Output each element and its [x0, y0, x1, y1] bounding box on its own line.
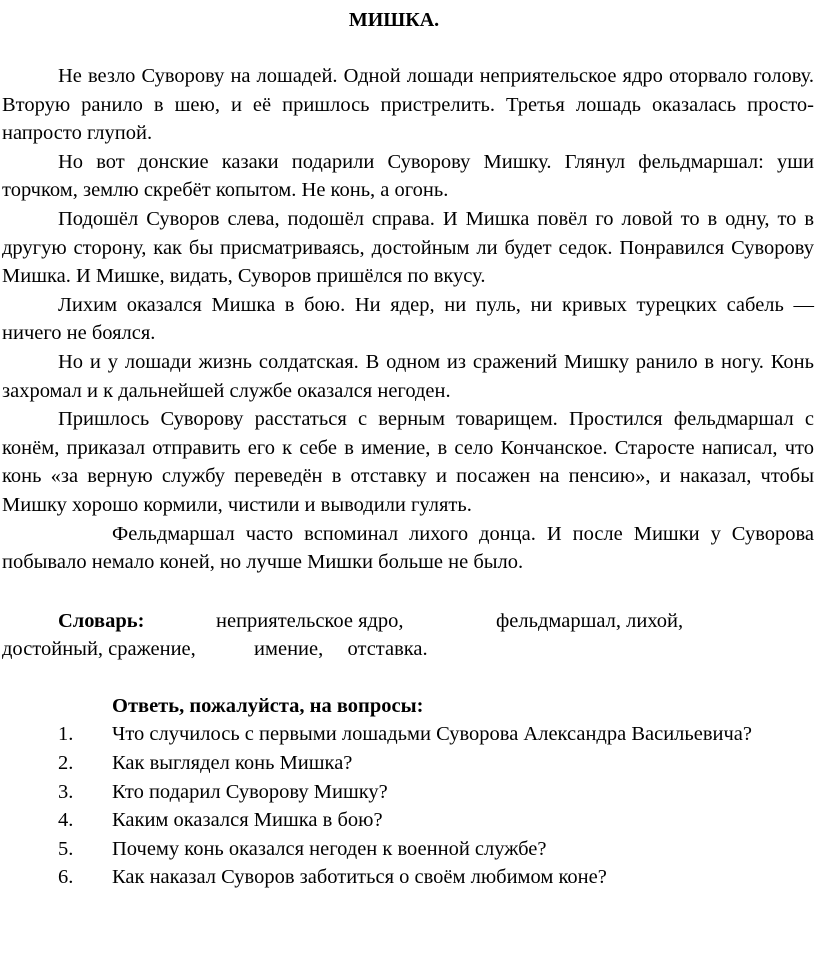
question-number: 3. [58, 780, 74, 803]
question-number: 2. [58, 752, 74, 775]
question-text: Каким оказался Мишка в бою? [112, 809, 383, 832]
question-item [2, 806, 814, 835]
question-item [2, 863, 814, 892]
paragraph-6: Пришлось Суворову расстаться с верным товарищем. Простился фельдмаршал с конём, приказал отправить его к себе в имение, в село Кончанское. Старосте написал, что конь «за верную службу переведён в отставку и посажен на пенсию», и наказал, чтобы Мишку хорошо кормили, чистили и выводили гулять. [2, 408, 814, 516]
question-text: Как наказал Суворов заботиться о своём любимом коне? [112, 866, 607, 889]
document-title: МИШКА. [348, 9, 440, 31]
vocabulary-word: фельдмаршал, лихой, [496, 609, 684, 632]
questions-title: Ответь, пожалуйста, на вопросы: [112, 694, 424, 717]
question-item [2, 749, 814, 778]
vocabulary-word: неприятельское ядро, [216, 609, 404, 632]
paragraph-4: Лихим оказался Мишка в бою. Ни ядер, ни пуль, ни кривых турецких сабель — ничего не боялся. [2, 293, 814, 345]
question-text: Что случилось с первыми лошадьми Суворова Александра Васильевича? [112, 723, 753, 746]
paragraph-2: Но вот донские казаки подарили Суворову Мишку. Глянул фельдмаршал: уши торчком, землю скребёт копытом. Не конь, а огонь. [2, 150, 814, 202]
question-text: Как выглядел конь Мишка? [112, 752, 353, 775]
vocabulary-word: отставка. [347, 638, 428, 661]
question-item [2, 835, 814, 864]
paragraph-1: Не везло Суворову на лошадей. Одной лошади неприятельское ядро оторвало голову. Вторую ранило в шею, и её пришлось пристрелить. Третья лошадь оказалась просто-напросто глупой. [2, 65, 814, 145]
vocabulary-label: Словарь: [58, 609, 145, 632]
question-number: 1. [58, 723, 74, 746]
paragraph-5: Но и у лошади жизнь солдатская. В одном из сражений Мишку ранило в ногу. Конь захромал и к дальнейшей службе оказался негоден. [2, 350, 814, 402]
vocabulary-section [2, 607, 814, 664]
question-text: Почему конь оказался негоден к военной службе? [112, 837, 547, 860]
paragraph-3: Подошёл Суворов слева, подошёл справа. И Мишка повёл го ловой то в одну, то в другую сторону, как бы присматриваясь, достойным ли будет седок. Понравился Суворову Мишка. И Мишке, видать, Суворов пришёлся по вкусу. [2, 207, 814, 288]
question-item [2, 720, 814, 749]
question-number: 5. [58, 837, 74, 860]
question-number: 4. [58, 809, 74, 832]
question-text: Кто подарил Суворову Мишку? [112, 780, 388, 803]
question-number: 6. [58, 866, 74, 889]
paragraph-7: Фельдмаршал часто вспоминал лихого донца. И после Мишки у Суворова побывало немало коней, но лучше Мишки больше не было. [2, 522, 814, 574]
vocabulary-word: имение, [254, 638, 324, 661]
question-item [2, 778, 814, 807]
vocabulary-word: достойный, сражение, [2, 638, 196, 661]
